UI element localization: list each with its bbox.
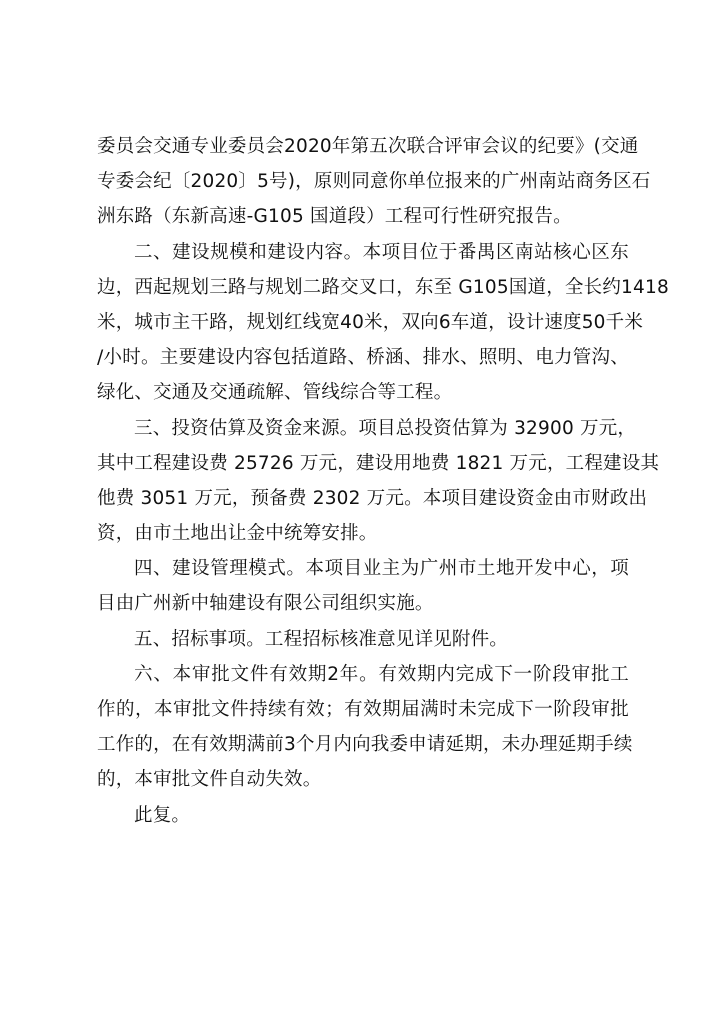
paragraph-1-line-2: 专委会纪〔2020〕5号)，原则同意你单位报来的广州南站商务区石	[97, 171, 651, 193]
document-body	[97, 129, 669, 833]
section-3-line-1: 三、投资估算及资金来源。项目总投资估算为 32900 万元，	[134, 417, 637, 439]
section-2-line-5: 绿化、交通及交通疏解、管线综合等工程。	[97, 382, 453, 404]
section-3-line-2: 其中工程建设费 25726 万元，建设用地费 1821 万元，工程建设其	[97, 452, 660, 474]
section-2-line-3: 米，城市主干路，规划红线宽40米，双向6车道，设计速度50千米	[97, 311, 644, 333]
section-3-line-3: 他费 3051 万元，预备费 2302 万元。本项目建设资金由市财政出	[97, 487, 648, 509]
section-5-line-1: 五、招标事项。工程招标核准意见详见附件。	[134, 628, 509, 650]
closing-line: 此复。	[134, 804, 191, 826]
section-2-line-1: 二、建设规模和建设内容。本项目位于番禺区南站核心区东	[134, 241, 629, 263]
paragraph-1-line-1: 委员会交通专业委员会2020年第五次联合评审会议的纪要》(交通	[97, 136, 639, 157]
section-6-line-3: 工作的，在有效期满前3个月内向我委申请延期，未办理延期手续	[97, 734, 633, 756]
section-4-line-1: 四、建设管理模式。本项目业主为广州市土地开发中心，项	[134, 558, 629, 580]
section-4-line-2: 目由广州新中轴建设有限公司组织实施。	[97, 593, 434, 615]
section-2-line-4: /小时。主要建设内容包括道路、桥涵、排水、照明、电力管沟、	[97, 347, 629, 369]
section-6-line-1: 六、本审批文件有效期2年。有效期内完成下一阶段审批工	[134, 663, 629, 685]
paragraph-1-line-3: 洲东路（东新高速-G105 国道段）工程可行性研究报告。	[97, 206, 572, 228]
section-6-line-2: 作的，本审批文件持续有效；有效期届满时未完成下一阶段审批	[97, 699, 629, 720]
section-2-line-2: 边，西起规划三路与规划二路交叉口，东至 G105国道，全长约1418	[97, 276, 669, 298]
section-6-line-4: 的，本审批文件自动失效。	[97, 769, 322, 791]
section-3-line-4: 资，由市土地出让金中统筹安排。	[97, 523, 378, 545]
